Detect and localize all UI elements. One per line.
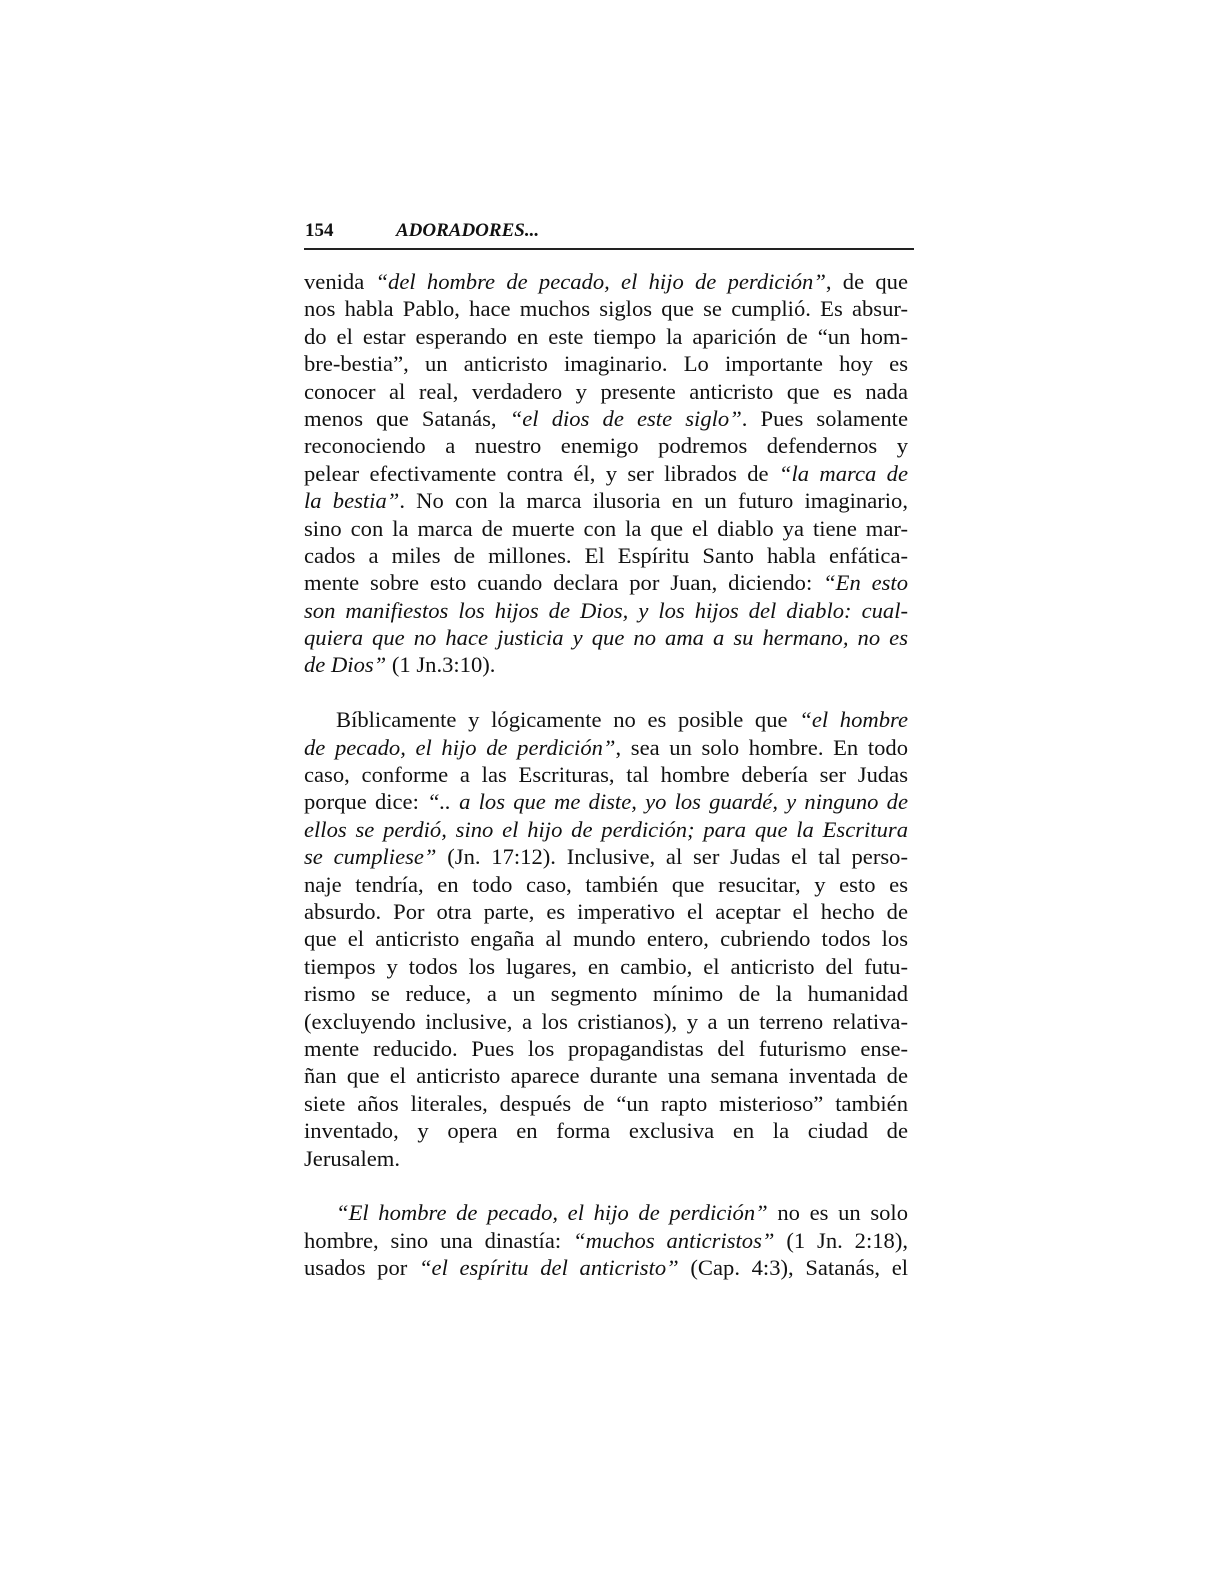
text-line [304,515,908,542]
page-number: 154 [305,220,334,241]
italic-quote: “el espíritu del anticristo” [418,1255,679,1281]
text-line [304,350,908,377]
text-run: pelear efectivamente contra él, y ser librados de [304,460,779,486]
paragraph [304,268,908,679]
text-line [304,980,908,1007]
text-run: mente reducido. Pues los propagandistas del futurismo ense- [304,1035,908,1061]
paragraph-gap [304,1172,908,1199]
text-run: . No con la marca ilusoria en un futuro imaginario, [399,488,909,514]
text-run: cados a miles de millones. El Espíritu Santo habla enfática- [304,542,908,568]
text-line [304,898,908,925]
text-run: mente sobre esto cuando declara por Juan, diciendo: [304,570,824,596]
text-run: . Pues solamente [741,405,908,431]
text-run: , sea un solo hombre. En todo [615,734,908,760]
text-line [304,1117,908,1144]
italic-quote: se cumpliese” [304,844,437,870]
text-line [304,378,908,405]
text-run: caso, conforme a las Escrituras, tal hombre debería ser Judas [304,762,908,788]
paragraph [304,706,908,1172]
text-run: (1 Jn. 2:18), [774,1227,908,1253]
text-line [304,1199,908,1226]
italic-quote: “del hombre de pecado, el hijo de perdición” [375,269,826,294]
italic-quote: de Dios” [304,652,387,678]
text-line [304,816,908,843]
italic-quote: son manifiestos los hijos de Dios, y los hijos del diablo: cual- [304,597,908,623]
paragraph [304,1199,908,1281]
text-run: inventado, y opera en forma exclusiva en la ciudad de [304,1118,908,1144]
text-run: tiempos y todos los lugares, en cambio, el anticristo del futu- [304,953,908,979]
text-run: bre-bestia”, un anticristo imaginario. Lo importante hoy es [304,351,908,377]
text-line [304,597,908,624]
text-run: do el estar esperando en este tiempo la aparición de “un hom- [304,323,908,349]
text-run: que el anticristo engaña al mundo entero, cubriendo todos los [304,926,908,952]
text-run: Bíblicamente y lógicamente no es posible que [336,707,800,733]
text-run: sino con la marca de muerte con la que el diablo ya tiene mar- [304,515,908,541]
text-line [304,1035,908,1062]
italic-quote: “el hombre [799,707,908,733]
text-run: usados por [304,1255,419,1281]
text-run: no es un solo [767,1200,909,1226]
text-line [304,542,908,569]
text-line [304,651,908,678]
running-title: ADORADORES... [396,220,540,241]
text-line [304,432,908,459]
text-run: rismo se reduce, a un segmento mínimo de la humanidad [304,981,908,1007]
text-run: conocer al real, verdadero y presente anticristo que es nada [304,378,908,404]
text-run: menos que Satanás, [304,405,510,431]
text-run: absurdo. Por otra parte, es imperativo el aceptar el hecho de [304,898,908,924]
text-line [304,460,908,487]
text-line [304,706,908,733]
text-line [304,761,908,788]
text-line [304,487,908,514]
text-line [304,405,908,432]
text-run: (1 Jn.3:10). [386,652,496,678]
text-line [304,843,908,870]
italic-quote: “El hombre de pecado, el hijo de perdición” [336,1200,768,1226]
text-run: nos habla Pablo, hace muchos siglos que se cumplió. Es absur- [304,296,908,322]
text-run: porque dice: [304,789,428,815]
text-line [304,1008,908,1035]
running-header [304,218,914,250]
text-line [304,268,908,295]
text-run: reconociendo a nuestro enemigo podremos defendernos y [304,433,908,459]
text-line [304,1227,908,1254]
text-run: venida [304,269,376,294]
italic-quote: “el dios de este siglo” [509,405,742,431]
italic-quote: de pecado, el hijo de perdición” [304,734,616,760]
text-run: (Jn. 17:12). Inclusive, al ser Judas el tal perso- [436,844,908,870]
italic-quote: la bestia” [304,488,400,514]
text-line [304,1090,908,1117]
text-run: ñan que el anticristo aparece durante una semana inventada de [304,1063,908,1089]
text-line [304,871,908,898]
italic-quote: “muchos anticristos” [573,1227,775,1253]
paragraph-gap [304,679,908,706]
text-line [304,788,908,815]
italic-quote: “En esto [823,570,908,596]
text-line [304,323,908,350]
text-line [304,734,908,761]
text-run: (Cap. 4:3), Satanás, el [678,1255,909,1281]
text-run: , de que [825,269,908,294]
body-text [304,268,908,1281]
text-run: hombre, sino una dinastía: [304,1227,574,1253]
text-run: siete años literales, después de “un rapto misterioso” también [304,1090,908,1116]
text-run: naje tendría, en todo caso, también que resucitar, y esto es [304,871,908,897]
text-line [304,1062,908,1089]
text-line [304,1145,908,1172]
text-run: (excluyendo inclusive, a los cristianos), y a un terreno relativa- [304,1008,908,1034]
text-line [304,925,908,952]
text-line [304,1254,908,1281]
text-line [304,953,908,980]
italic-quote: ellos se perdió, sino el hijo de perdición; para que la Escritura [304,816,908,842]
text-line [304,624,908,651]
text-line [304,295,908,322]
italic-quote: quiera que no hace justicia y que no ama a su hermano, no es [304,625,908,651]
italic-quote: “la marca de [778,460,908,486]
italic-quote: “.. a los que me diste, yo los guardé, y ninguno de [427,789,908,815]
text-line [304,569,908,596]
text-run: Jerusalem. [304,1145,400,1171]
